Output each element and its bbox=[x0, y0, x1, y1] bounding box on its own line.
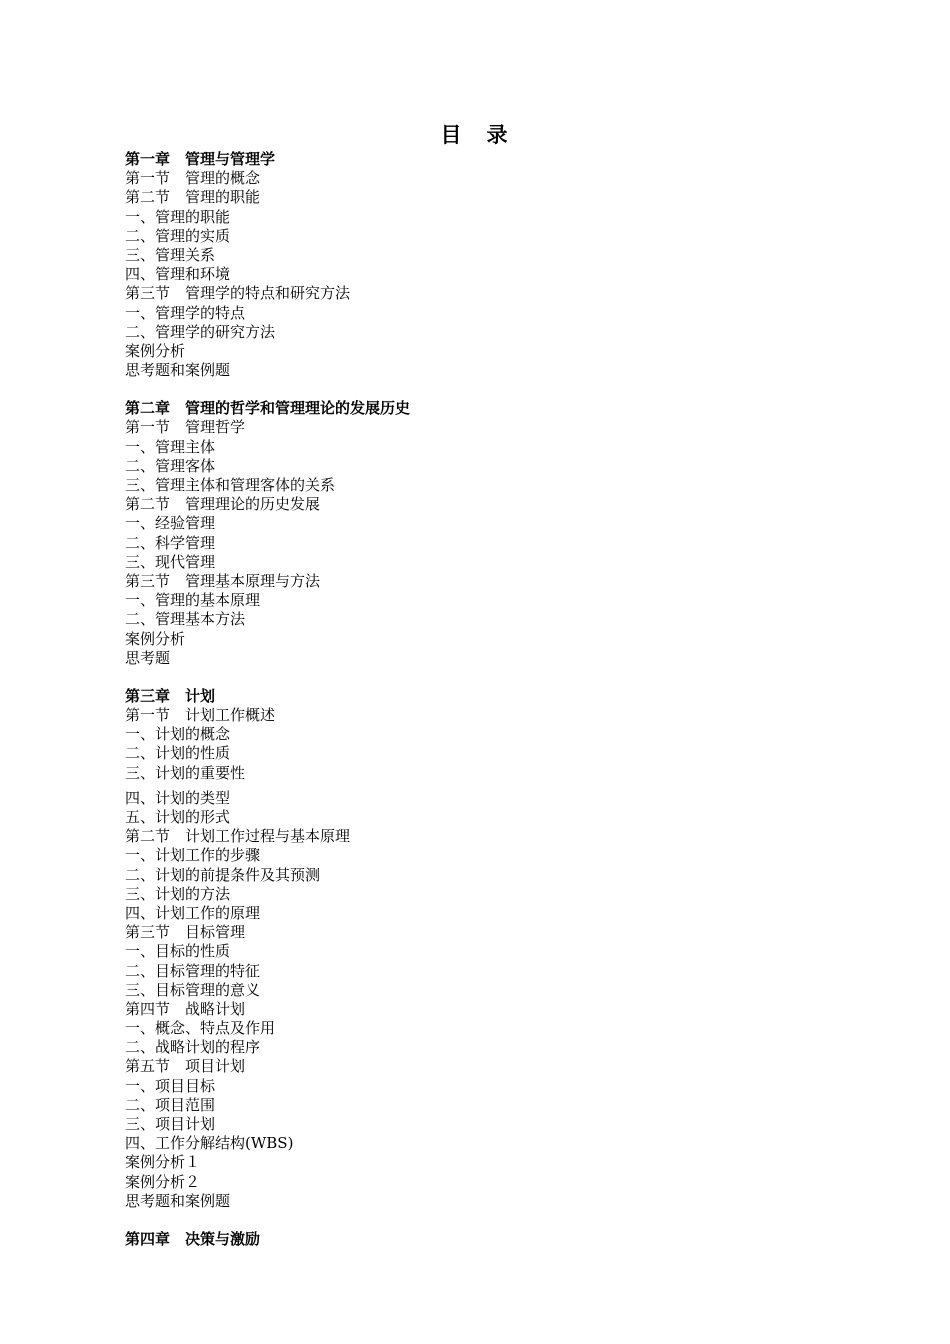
chapter-title: 第四章 决策与激励 bbox=[125, 1229, 261, 1248]
chapter-title: 第一章 管理与管理学 bbox=[125, 150, 276, 168]
toc-entry: 四、工作分解结构(WBS) bbox=[125, 1134, 294, 1153]
toc-entry: 第二节 计划工作过程与基本原理 bbox=[125, 827, 351, 846]
toc-entry: 思考题和案例题 bbox=[125, 1191, 231, 1210]
toc-entry: 第一节 计划工作概述 bbox=[125, 706, 276, 725]
toc-entry: 第四节 战略计划 bbox=[125, 999, 246, 1018]
chapter-3 bbox=[125, 687, 825, 1211]
toc-entry: 第一节 管理的概念 bbox=[125, 169, 261, 188]
toc-entry: 一、计划的概念 bbox=[125, 725, 231, 744]
toc-entry: 四、管理和环境 bbox=[125, 265, 231, 284]
toc-entry: 二、管理的实质 bbox=[125, 226, 231, 245]
toc-entry: 二、计划的前提条件及其预测 bbox=[125, 865, 321, 884]
page-title: 目 录 bbox=[440, 123, 510, 147]
toc-entry: 第二节 管理的职能 bbox=[125, 188, 261, 207]
toc-entry: 第三节 目标管理 bbox=[125, 923, 246, 942]
toc-entry: 第三节 管理学的特点和研究方法 bbox=[125, 284, 351, 303]
toc-entry: 一、管理主体 bbox=[125, 437, 216, 456]
toc-entry: 四、计划工作的原理 bbox=[125, 903, 261, 922]
toc-entry: 一、计划工作的步骤 bbox=[125, 846, 261, 865]
toc-entry: 三、管理主体和管理客体的关系 bbox=[125, 476, 336, 494]
toc-entry: 一、管理学的特点 bbox=[125, 303, 246, 322]
toc-entry: 四、计划的类型 bbox=[125, 788, 231, 807]
chapter-1 bbox=[125, 150, 825, 380]
toc-entry: 一、经验管理 bbox=[125, 514, 216, 533]
toc-entry: 第二节 管理理论的历史发展 bbox=[125, 495, 321, 514]
toc-entry: 一、概念、特点及作用 bbox=[125, 1019, 276, 1038]
toc-entry: 一、管理的职能 bbox=[125, 207, 231, 226]
toc-entry: 思考题 bbox=[125, 648, 171, 667]
toc-entry: 二、科学管理 bbox=[125, 533, 216, 552]
toc-entry: 第五节 项目计划 bbox=[125, 1057, 246, 1076]
table-of-contents bbox=[125, 150, 825, 1268]
toc-entry: 二、项目范围 bbox=[125, 1095, 216, 1114]
toc-entry: 三、计划的重要性 bbox=[125, 763, 246, 782]
toc-entry: 三、项目计划 bbox=[125, 1115, 216, 1133]
toc-entry: 一、管理的基本原理 bbox=[125, 591, 261, 610]
toc-entry: 二、管理学的研究方法 bbox=[125, 322, 276, 341]
toc-entry: 二、管理基本方法 bbox=[125, 610, 246, 629]
toc-entry: 三、目标管理的意义 bbox=[125, 980, 261, 999]
toc-entry: 二、战略计划的程序 bbox=[125, 1038, 261, 1057]
toc-entry: 三、计划的方法 bbox=[125, 884, 231, 903]
toc-entry: 二、管理客体 bbox=[125, 456, 216, 475]
toc-entry: 三、管理关系 bbox=[125, 245, 216, 264]
toc-entry: 第三节 管理基本原理与方法 bbox=[125, 571, 321, 590]
chapter-title: 第三章 计划 bbox=[125, 686, 216, 705]
toc-entry: 案例分析 bbox=[125, 341, 186, 360]
toc-entry: 一、项目目标 bbox=[125, 1076, 216, 1095]
chapter-4 bbox=[125, 1230, 825, 1249]
toc-entry: 第一节 管理哲学 bbox=[125, 418, 246, 437]
chapter-title: 第二章 管理的哲学和管理理论的发展历史 bbox=[125, 399, 411, 418]
toc-entry: 五、计划的形式 bbox=[125, 808, 231, 826]
toc-entry: 案例分析２ bbox=[125, 1172, 201, 1191]
chapter-2 bbox=[125, 399, 825, 668]
toc-entry: 二、计划的性质 bbox=[125, 744, 231, 763]
toc-entry: 案例分析 bbox=[125, 629, 186, 648]
toc-entry: 二、目标管理的特征 bbox=[125, 961, 261, 980]
toc-entry: 三、现代管理 bbox=[125, 552, 216, 571]
toc-entry: 案例分析１ bbox=[125, 1153, 201, 1172]
toc-entry: 思考题和案例题 bbox=[125, 361, 231, 380]
toc-entry: 一、目标的性质 bbox=[125, 942, 231, 961]
